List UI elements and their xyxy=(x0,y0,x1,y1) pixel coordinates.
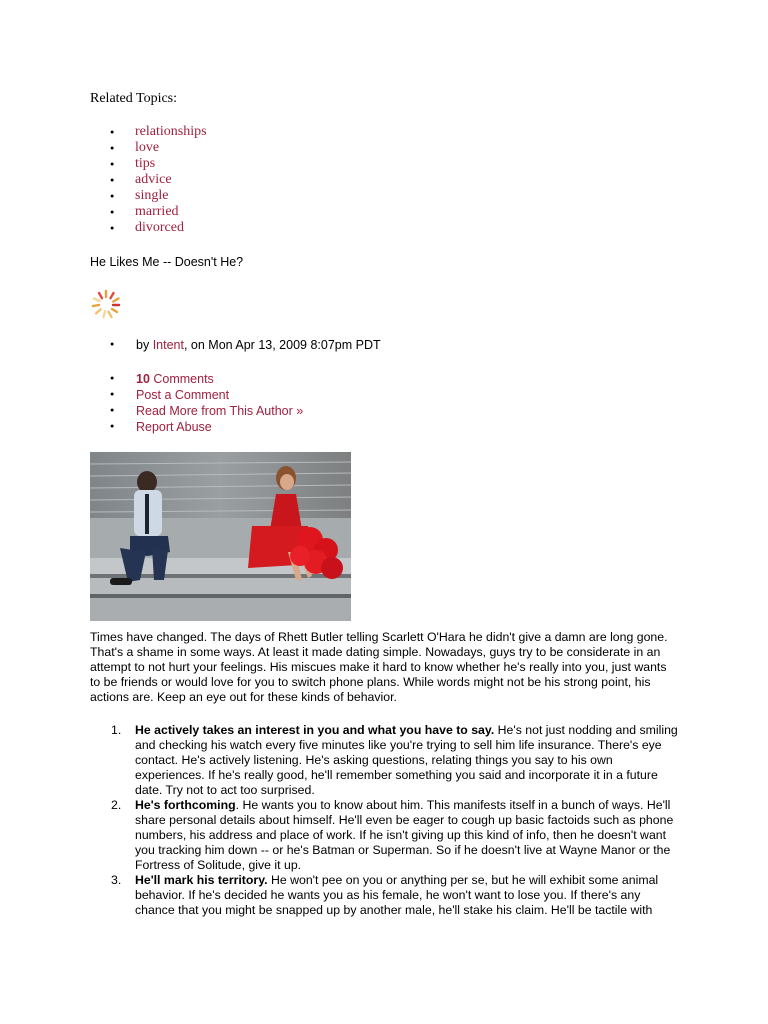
topic-link-tips[interactable]: tips xyxy=(135,156,156,171)
topic-link-advice[interactable]: advice xyxy=(135,172,172,187)
article-actions xyxy=(110,371,303,435)
article-title: He Likes Me -- Doesn't He? xyxy=(90,255,244,269)
article-meta xyxy=(110,337,381,353)
list-item xyxy=(110,419,303,435)
item-number: 2. xyxy=(111,798,122,812)
list-item xyxy=(110,172,207,188)
topic-link-love[interactable]: love xyxy=(135,140,160,155)
list-item xyxy=(90,723,680,798)
post-comment-link[interactable]: Post a Comment xyxy=(136,388,230,402)
list-item xyxy=(110,403,303,419)
article-photo xyxy=(90,452,351,621)
list-item xyxy=(110,156,207,172)
author-link[interactable]: Intent xyxy=(152,338,184,352)
read-more-link[interactable]: Read More from This Author » xyxy=(136,404,304,418)
related-topics-heading: Related Topics: xyxy=(90,91,178,106)
point-heading: He's forthcoming xyxy=(135,798,236,812)
list-item xyxy=(110,140,207,156)
item-number: 1. xyxy=(111,723,122,737)
topic-link-single[interactable]: single xyxy=(135,188,169,203)
related-topics-list xyxy=(110,124,207,236)
topic-link-relationships[interactable]: relationships xyxy=(135,124,207,139)
topic-link-divorced[interactable]: divorced xyxy=(135,220,184,235)
report-abuse-link[interactable]: Report Abuse xyxy=(136,420,212,434)
list-item xyxy=(90,873,680,918)
list-item xyxy=(110,371,303,387)
point-text: . He wants you to know about him. This manifests itself in a bunch of ways. He'll share personal details about himself. He'll even be eager to cough up basic factoids such as phone numbers, his address and place of work. If he isn't giving up this kind of info, then he doesn't want you tracking him down -- or he's Batman or Superman. So if he doesn't live at Wayne Manor or the Fortress of Solitude, give it up. xyxy=(135,798,674,872)
comment-count: 10 xyxy=(136,372,150,386)
list-item xyxy=(110,387,303,403)
comments-link[interactable] xyxy=(136,372,214,386)
point-text: He won't pee on you or anything per se, but he will exhibit some animal behavior. If he's decided he wants you as his female, he won't want to lose you. If there's any chance that you might be snapped up by another male, he'll stake his claim. He'll be tactile with xyxy=(135,873,659,917)
comments-label: Comments xyxy=(149,372,214,386)
byline-prefix: by xyxy=(136,338,153,352)
list-item xyxy=(110,204,207,220)
behavior-list xyxy=(90,723,680,918)
point-heading: He'll mark his territory. xyxy=(135,873,268,887)
point-heading: He actively takes an interest in you and what you have to say. xyxy=(135,723,495,737)
list-item xyxy=(110,220,207,236)
list-item xyxy=(110,188,207,204)
point-text: He's not just nodding and smiling and checking his watch every five minutes like you're trying to sell him life insurance. There's eye contact. He's actively listening. He's asking questions, relating things you say to his own experiences. If he's really good, he'll remember something you said and incorporate it in a future date. Try not to act too surprised. xyxy=(135,723,678,797)
topic-link-married[interactable]: married xyxy=(135,204,179,219)
article-intro: Times have changed. The days of Rhett Butler telling Scarlett O'Hara he didn't give a damn are long gone. That's a shame in some ways. At least it made dating simple. Nowadays, guys try to be considerate in an attempt to not hurt your feelings. His miscues make it hard to know whether he's really into you, just wants to be friends or would love for you to switch phone plans. While words might not be his strong point, his actions are. Keep an eye out for these kinds of behavior. xyxy=(90,630,668,704)
list-item xyxy=(110,124,207,140)
list-item xyxy=(110,337,381,353)
item-number: 3. xyxy=(111,873,122,887)
post-date: , on Mon Apr 13, 2009 8:07pm PDT xyxy=(183,338,381,352)
loading-spinner-icon xyxy=(90,288,122,320)
list-item xyxy=(90,798,680,873)
